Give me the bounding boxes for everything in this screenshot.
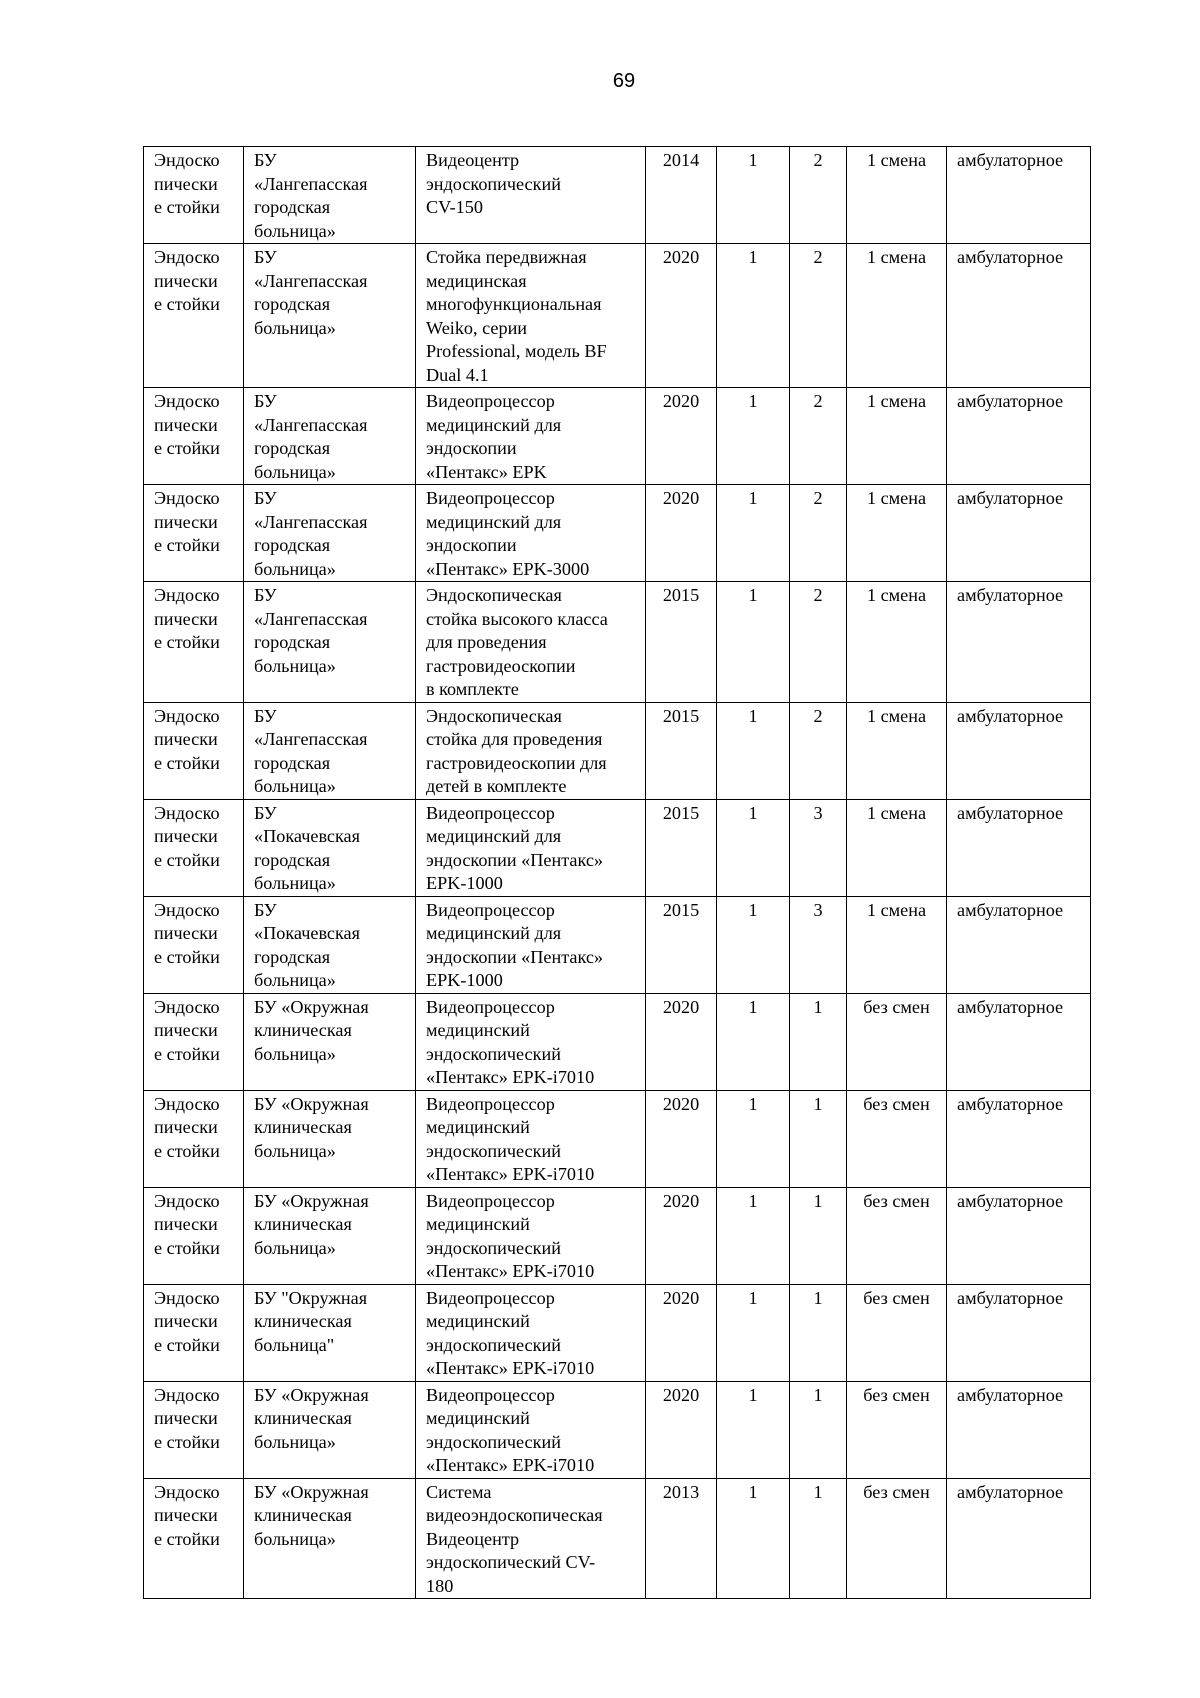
cell-load: 2 <box>790 388 847 485</box>
cell-device-name: Видеопроцессор медицинский эндоскопический «Пентакс» EPK-i7010 <box>416 1284 646 1381</box>
cell-quantity: 1 <box>717 1284 790 1381</box>
cell-load: 1 <box>790 1381 847 1478</box>
table-row <box>144 1381 1091 1478</box>
cell-year: 2014 <box>646 147 717 244</box>
cell-year: 2015 <box>646 582 717 703</box>
cell-care-mode: амбулаторное <box>947 1284 1091 1381</box>
cell-quantity: 1 <box>717 388 790 485</box>
cell-quantity: 1 <box>717 244 790 388</box>
table-row <box>144 799 1091 896</box>
table-row <box>144 702 1091 799</box>
cell-care-mode: амбулаторное <box>947 896 1091 993</box>
cell-care-mode: амбулаторное <box>947 1090 1091 1187</box>
cell-shift: 1 смена <box>847 582 947 703</box>
cell-organization: БУ «Лангепасская городская больница» <box>244 702 416 799</box>
cell-care-mode: амбулаторное <box>947 244 1091 388</box>
cell-equipment-type: Эндоско пически е стойки <box>144 147 244 244</box>
cell-year: 2013 <box>646 1478 717 1599</box>
cell-year: 2020 <box>646 1284 717 1381</box>
cell-quantity: 1 <box>717 1381 790 1478</box>
cell-care-mode: амбулаторное <box>947 1187 1091 1284</box>
table-row <box>144 147 1091 244</box>
cell-quantity: 1 <box>717 1478 790 1599</box>
cell-shift: без смен <box>847 993 947 1090</box>
cell-load: 1 <box>790 993 847 1090</box>
cell-equipment-type: Эндоско пически е стойки <box>144 1478 244 1599</box>
cell-year: 2020 <box>646 1381 717 1478</box>
table-row <box>144 485 1091 582</box>
cell-quantity: 1 <box>717 147 790 244</box>
cell-load: 3 <box>790 896 847 993</box>
cell-year: 2020 <box>646 388 717 485</box>
cell-load: 3 <box>790 799 847 896</box>
cell-care-mode: амбулаторное <box>947 147 1091 244</box>
equipment-table-body <box>144 147 1091 1599</box>
cell-equipment-type: Эндоско пически е стойки <box>144 799 244 896</box>
cell-quantity: 1 <box>717 993 790 1090</box>
cell-care-mode: амбулаторное <box>947 582 1091 703</box>
cell-device-name: Видеопроцессор медицинский эндоскопический «Пентакс» EPK-i7010 <box>416 1381 646 1478</box>
cell-device-name: Видеопроцессор медицинский для эндоскопии «Пентакс» EPK-3000 <box>416 485 646 582</box>
page-number: 69 <box>612 70 636 92</box>
cell-organization: БУ "Окружная клиническая больница" <box>244 1284 416 1381</box>
cell-load: 1 <box>790 1187 847 1284</box>
cell-shift: 1 смена <box>847 244 947 388</box>
cell-care-mode: амбулаторное <box>947 993 1091 1090</box>
cell-device-name: Видеопроцессор медицинский эндоскопический «Пентакс» EPK-i7010 <box>416 1187 646 1284</box>
cell-care-mode: амбулаторное <box>947 388 1091 485</box>
cell-device-name: Видеопроцессор медицинский для эндоскопии «Пентакс» EPK-1000 <box>416 896 646 993</box>
cell-equipment-type: Эндоско пически е стойки <box>144 702 244 799</box>
cell-load: 1 <box>790 1478 847 1599</box>
cell-equipment-type: Эндоско пически е стойки <box>144 896 244 993</box>
cell-shift: 1 смена <box>847 147 947 244</box>
cell-quantity: 1 <box>717 1187 790 1284</box>
cell-load: 2 <box>790 244 847 388</box>
cell-organization: БУ «Окружная клиническая больница» <box>244 1090 416 1187</box>
cell-equipment-type: Эндоско пически е стойки <box>144 244 244 388</box>
cell-organization: БУ «Окружная клиническая больница» <box>244 1478 416 1599</box>
cell-device-name: Система видеоэндоскопическая Видеоцентр эндоскопический CV- 180 <box>416 1478 646 1599</box>
cell-equipment-type: Эндоско пически е стойки <box>144 1187 244 1284</box>
cell-shift: 1 смена <box>847 485 947 582</box>
cell-shift: 1 смена <box>847 388 947 485</box>
cell-quantity: 1 <box>717 582 790 703</box>
cell-year: 2015 <box>646 702 717 799</box>
equipment-table <box>143 146 1091 1599</box>
cell-equipment-type: Эндоско пически е стойки <box>144 582 244 703</box>
cell-load: 1 <box>790 1090 847 1187</box>
cell-care-mode: амбулаторное <box>947 702 1091 799</box>
cell-quantity: 1 <box>717 702 790 799</box>
table-row <box>144 1284 1091 1381</box>
cell-shift: без смен <box>847 1381 947 1478</box>
cell-shift: 1 смена <box>847 799 947 896</box>
table-row <box>144 1187 1091 1284</box>
table-row <box>144 582 1091 703</box>
cell-care-mode: амбулаторное <box>947 485 1091 582</box>
cell-load: 2 <box>790 485 847 582</box>
cell-year: 2020 <box>646 1090 717 1187</box>
table-row <box>144 993 1091 1090</box>
cell-load: 2 <box>790 582 847 703</box>
cell-year: 2015 <box>646 896 717 993</box>
cell-quantity: 1 <box>717 485 790 582</box>
cell-equipment-type: Эндоско пически е стойки <box>144 1381 244 1478</box>
table-row <box>144 388 1091 485</box>
cell-shift: без смен <box>847 1284 947 1381</box>
cell-device-name: Стойка передвижная медицинская многофункциональная Weiko, серии Professional, модель BF Dual 4.1 <box>416 244 646 388</box>
cell-device-name: Видеоцентр эндоскопический CV-150 <box>416 147 646 244</box>
table-row <box>144 244 1091 388</box>
cell-equipment-type: Эндоско пически е стойки <box>144 1284 244 1381</box>
cell-device-name: Эндоскопическая стойка высокого класса для проведения гастровидеоскопии в комплекте <box>416 582 646 703</box>
cell-care-mode: амбулаторное <box>947 1381 1091 1478</box>
cell-device-name: Видеопроцессор медицинский для эндоскопии «Пентакс» EPK <box>416 388 646 485</box>
cell-load: 2 <box>790 147 847 244</box>
cell-load: 2 <box>790 702 847 799</box>
cell-organization: БУ «Окружная клиническая больница» <box>244 993 416 1090</box>
cell-quantity: 1 <box>717 896 790 993</box>
cell-shift: без смен <box>847 1187 947 1284</box>
cell-year: 2020 <box>646 244 717 388</box>
cell-device-name: Видеопроцессор медицинский эндоскопический «Пентакс» EPK-i7010 <box>416 993 646 1090</box>
table-row <box>144 896 1091 993</box>
cell-device-name: Видеопроцессор медицинский эндоскопический «Пентакс» EPK-i7010 <box>416 1090 646 1187</box>
cell-organization: БУ «Лангепасская городская больница» <box>244 485 416 582</box>
cell-shift: без смен <box>847 1090 947 1187</box>
cell-quantity: 1 <box>717 799 790 896</box>
cell-organization: БУ «Лангепасская городская больница» <box>244 388 416 485</box>
cell-organization: БУ «Лангепасская городская больница» <box>244 147 416 244</box>
cell-year: 2015 <box>646 799 717 896</box>
cell-equipment-type: Эндоско пически е стойки <box>144 1090 244 1187</box>
cell-shift: 1 смена <box>847 896 947 993</box>
cell-year: 2020 <box>646 993 717 1090</box>
cell-organization: БУ «Покачевская городская больница» <box>244 799 416 896</box>
cell-organization: БУ «Покачевская городская больница» <box>244 896 416 993</box>
cell-organization: БУ «Лангепасская городская больница» <box>244 582 416 703</box>
cell-equipment-type: Эндоско пически е стойки <box>144 993 244 1090</box>
cell-equipment-type: Эндоско пически е стойки <box>144 485 244 582</box>
cell-care-mode: амбулаторное <box>947 1478 1091 1599</box>
cell-year: 2020 <box>646 485 717 582</box>
cell-shift: без смен <box>847 1478 947 1599</box>
cell-device-name: Эндоскопическая стойка для проведения гастровидеоскопии для детей в комплекте <box>416 702 646 799</box>
cell-shift: 1 смена <box>847 702 947 799</box>
cell-year: 2020 <box>646 1187 717 1284</box>
cell-equipment-type: Эндоско пически е стойки <box>144 388 244 485</box>
table-row <box>144 1090 1091 1187</box>
cell-quantity: 1 <box>717 1090 790 1187</box>
cell-load: 1 <box>790 1284 847 1381</box>
cell-organization: БУ «Окружная клиническая больница» <box>244 1187 416 1284</box>
cell-device-name: Видеопроцессор медицинский для эндоскопии «Пентакс» EPK-1000 <box>416 799 646 896</box>
table-row <box>144 1478 1091 1599</box>
cell-care-mode: амбулаторное <box>947 799 1091 896</box>
cell-organization: БУ «Лангепасская городская больница» <box>244 244 416 388</box>
cell-organization: БУ «Окружная клиническая больница» <box>244 1381 416 1478</box>
